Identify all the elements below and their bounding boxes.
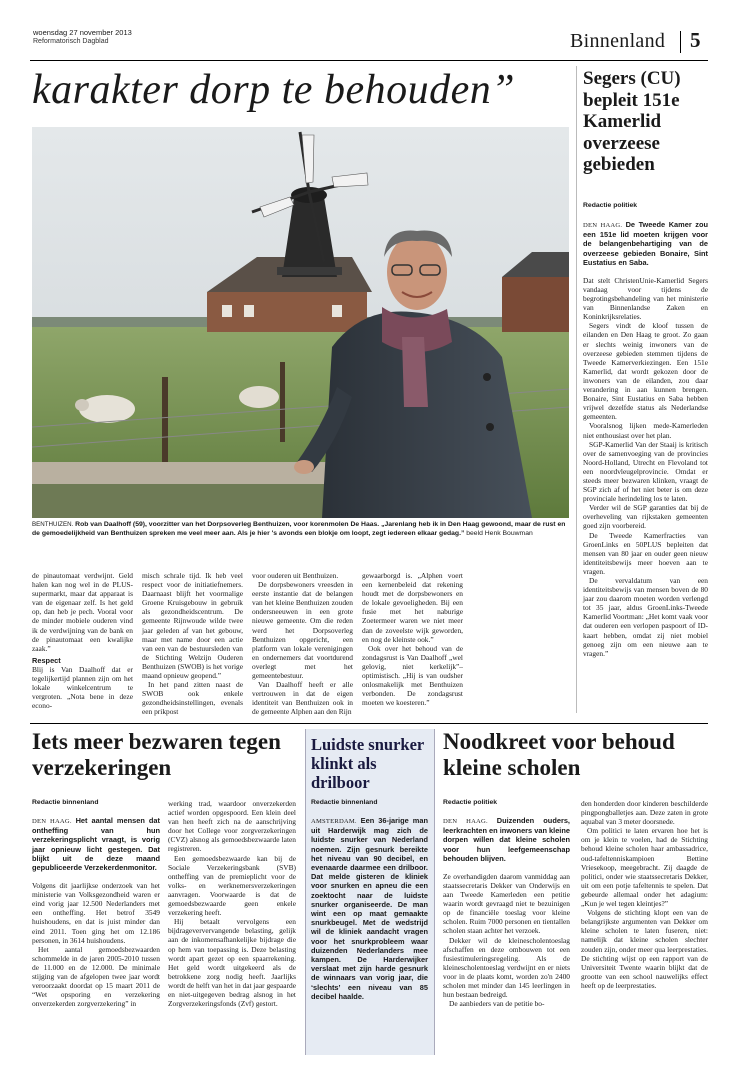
scholen-byline: Redactie politiek [443, 799, 498, 806]
paragraph: De Tweede Kamerfracties van GroenLinks en 50PLUS bepleiten dat mensen van 80 jaar en ouder geen nieuw identiteitsbewijs meer hoeven aan te vragen. [583, 530, 708, 576]
sidebar-dateline: DEN HAAG. [583, 222, 623, 229]
header-paper: Reformatorisch Dagblad [33, 38, 109, 45]
bezwaren-lead: Het aantal mensen dat ontheffing van hun verzekeringsplicht vraagt, is vorig jaar opnieuw licht gestegen. Dat blijkt uit de deze maand gepubliceerde Verzekerdenmonitor. [32, 816, 160, 872]
sidebar-lead: De Tweede Kamer zou een 151e lid moeten krijgen voor de belangenbehartiging van de overzeese gebieden Bonaire, Sint Eustatius en Saba. [583, 220, 708, 267]
paragraph: In het pand zitten naast de SWOB ook enkele gezondheidsinstellingen, evenals een prikpost [142, 680, 243, 717]
snurker-dateline: AMSTERDAM. [311, 818, 357, 825]
paragraph: Volgens dit jaarlijkse onderzoek van het ministerie van Volksgezondheid waren er eind vorig jaar 12.500 Nederlanders met een ontheffing. Het betrof 3549 huishoudens, en dat is juist minder dan eind 2011. Toen ging het om 12.186 personen, in 3614 huishoudens. [32, 881, 160, 945]
snurker-body [311, 816, 428, 1001]
scholen-col-2 [581, 799, 708, 990]
paragraph: Ook over het behoud van de zondagsrust is Van Daalhoff „wel gelovig, niet kerkelijk”– optimistisch. „Hij is van oudsher onlosmakelijk met Benthuizen verbonden. De zondagsrust moeten we koesteren.” [362, 643, 463, 708]
scholen-dateline: DEN HAAG. [443, 818, 488, 825]
header-date: woensdag 27 november 2013 [33, 28, 132, 37]
sidebar-divider [576, 66, 577, 713]
top-story-col-4 [362, 571, 463, 707]
snurker-headline: Luidste snurker klinkt als drilboor [311, 735, 424, 792]
top-story-col-3 [252, 571, 353, 717]
paragraph: Hij betaalt vervolgens een bijdrageververvangende belasting, gelijk aan de inkomensafhankelijke bijdrage die op hem van toepassing is. Deze belasting wordt apart gezet op een spaarrekening. Het geld wordt uitgekeerd als de betrokkene zorg nodig heeft. Jaarlijks wordt de helft van het in dat jaar gespaarde en niet-uitgegeven bedrag alsnog in het Zorgverzekeringsfonds (Zvf) gestort. [168, 917, 296, 1009]
scholen-headline: Noodkreet voor behoud kleine scholen [443, 729, 675, 780]
top-story-col-2 [142, 571, 243, 717]
top-story-col-1 [32, 571, 133, 710]
paragraph: Verder wil de SGP garanties dat bij de overheveling van rijkstaken gemeenten goed zijn voorbereid. [583, 503, 708, 531]
header-divider [680, 31, 681, 53]
bezwaren-col-1 [32, 816, 160, 1008]
bezwaren-headline: Iets meer bezwaren tegen verzekeringen [32, 729, 281, 780]
top-story-photo [32, 127, 569, 518]
paragraph: Dat stelt ChristenUnie-Kamerlid Segers vandaag voor tijdens de begrotingsbehandeling van het ministerie van Binnenlandse Zaken en Koninkrijksrelaties. [583, 275, 708, 322]
bezwaren-col-2 [168, 799, 296, 1008]
paragraph: voor ouderen uit Benthuizen. [252, 571, 339, 580]
paragraph: Het aantal gemoedsbezwaarden schommelde in de jaren 2005-2010 tussen de 11.000 en de 12.000. De minimale stijging van de afgelopen twee jaar wordt veroorzaakt doordat op 15 maart 2011 de “Wet opsporing en verzekering onverzekerden zorgverzekering” in [32, 944, 160, 1009]
paragraph: Ze overhandigden daarom vanmiddag aan staatssecretaris Dekker van Onderwijs en aan Tweede Kamerleden een petitie waarin wordt gevraagd niet te bezuinigen op de financiële toeslag voor kleine scholen. Ruim 7000 personen en tientallen scholen staan achter het verzoek. [443, 871, 570, 936]
paragraph: gewaarborgd is. „Alphen voert een kernenbeleid dat rekening houdt met de dorpsbewoners en de lokale gevoeligheden. Bij een fusie met het naburige Zoetermeer waren we niet meer dan de zoveelste wijk geworden, en nog de kleinste ook.” [362, 571, 463, 644]
bezwaren-byline: Redactie binnenland [32, 799, 99, 806]
scholen-lead: Duizenden ouders, leerkrachten en inwoners van kleine dorpen willen dat kleine scholen voor hun leefgemeenschap behouden blijven. [443, 816, 570, 863]
paragraph: Blij is Van Daalhoff dat er tegelijkertijd plannen zijn om het lokale winkelcentrum te vergroten. „Nota bene in deze econo- [32, 664, 133, 711]
photo-caption [32, 521, 569, 538]
paragraph: de pinautomaat verdwijnt. Geld halen kan nog wel in de PLUS-supermarkt, maar dat apparaat is van de eigenaar zelf. Is het geld op, dan heb je pech. Vooral voor de minder mobiele ouderen vind ik de verdwijning van de bank en de pinautomaat een kwalijke zaak.” [32, 571, 133, 653]
caption-credit: beeld Henk Bouwman [466, 529, 533, 537]
sidebar-headline: Segers (CU) bepleit 151e Kamerlid overzeese gebieden [583, 68, 681, 175]
caption-text: Rob van Daalhoff (59), voorzitter van het Dorpsoverleg Benthuizen, voor korenmolen De Haas. „Jarenlang heb ik in Den Haag gewoond, maar de rust en de gemoedelijkheid van Benthuizen spreken me veel meer aan. Als je hier 's avonds een blokje om loopt, zegt iedereen elkaar gedag.” [32, 521, 566, 537]
paragraph: den honderden door kinderen beschilderde pingpongballetjes aan. Deze zaten in grote aquabal van 3 meter doorsnede. [581, 799, 708, 827]
page-number: 5 [690, 28, 701, 52]
paragraph: werking trad, waardoor onverzekerden actief worden opgespoord. Een klein deel van hen heeft zich na de aanschrijving door het College voor zorgverzekeringen (CVZ) alsnog als gemoedsbezwaarde laten registreren. [168, 799, 296, 854]
paragraph: Om politici te laten ervaren hoe het is om je klein te voelen, had de Stichting behoud kleine scholen haar ambassadrice, oud-tafeltenniskampioen Bettine Vriesekoop, meegebracht. Zij daagde de politici, onder wie staatssecretaris Dekker, uit om een potje tafeltennis te spelen. Dat gebeurde allemaal onder het adagium: „Kun je wel tegen kleintjes?” [581, 826, 708, 909]
sidebar-byline: Redactie politiek [583, 202, 638, 209]
paragraph: SGP-Kamerlid Van der Staaij is kritisch over de samenvoeging van de provincies Noord-Holland, Utrecht en Flevoland tot een noordvleugelprovincie. Omdat er steeds meer bezwaren klinken, vraagt de SGP zich af of het niet beter is om deze provinciale herindeling los te laten. [583, 439, 708, 504]
paragraph: De vervaldatum van een identiteitsbewijs van mensen boven de 80 jaar zou daarom moeten worden verlengd tot 35 jaar, aldus GroenLinks-Tweede Kamerlid Voortman: „Het komt vaak voor dat ouderen een verlopen paspoort of ID-kaart hebben, omdat zij niet mobiel genoeg zijn om een nieuwe aan te vragen.” [583, 576, 708, 658]
snurker-byline: Redactie binnenland [311, 799, 378, 806]
section-rule [30, 723, 708, 724]
paragraph: Dekker wil de kleinescholentoeslag afschaffen en deze ombouwen tot een fusiestimuleringsregeling. Als de kleinescholentoeslag verdwijnt en er niets voor in de plaats komt, worden zo'n 2400 scholen met minder dan 145 leerlingen in hun bestaan bedreigd. [443, 935, 570, 1000]
caption-place: BENTHUIZEN. [32, 521, 74, 528]
header-rule [30, 60, 708, 61]
paragraph: Vooralsnog lijken mede-Kamerleden niet enthousiast over het plan. [583, 421, 708, 440]
paragraph: De aanbieders van de petitie bo- [449, 999, 545, 1009]
paragraph: misch schrale tijd. Ik heb veel respect voor de initiatiefnemers. Daarnaast blijft het voormalige Groene Kruisgebouw in gebruik als gezondheidscentrum. De gemeente Rijnwoude wilde twee jaar geleden af van het gebouw, maar met name door een actie van een van de bestuursleden van de Stichting Welzijn Ouderen Benthuizen (SWOB) is het vorige maand opnieuw geopend.” [142, 571, 243, 681]
snurker-text: Een 36-jarige man uit Harderwijk mag zich de luidste snurker van Nederland noemen. Zijn gesnurk bereikte het niveau van 90 decibel, en evenaarde daarmee een drilboor. Dat melde gisteren de kliniek voor snurken en apneu die een zoektocht naar de luidste snurker organiseerde. De man wint een op maat gemaakte snurkbeugel. Met de wedstrijd wil de kliniek aandacht vragen voor het snurkprobleem waar duizenden Nederlanders mee kampen. De Harderwijker verslaat met zijn harde gesnurk de winnaars van vorig jaar, die ‘slechts’ een niveau van 85 decibel haalde. [311, 816, 428, 1001]
paragraph: De dorpsbewoners vreesden in eerste instantie dat de belangen van het kleine Benthuizen zouden ondersneeuwen in een grote nieuwe gemeente. Om die reden werd het Dorpsoverleg Benthuizen opgericht, een platform van lokale verenigingen en ondernemers dat voortdurend overlegt met het gemeentebestuur. [252, 580, 353, 681]
paragraph: Volgens de stichting klopt een van de belangrijkste argumenten van Dekker om kleine scholen te laten fuseren, niet: namelijk dat kleine scholen slechter zouden zijn, onder meer qua leerprestaties. De stichting wijst op een rapport van de Universiteit Twente waarin blijkt dat de grootte van een school nauwelijks effect heeft op de leerprestaties. [581, 908, 708, 990]
paragraph: Van Daalhoff heeft er alle vertrouwen in dat de eigen identiteit van Benthuizen ook in de gemeente Alphen aan den Rijn [252, 680, 353, 717]
sidebar-body [583, 220, 708, 658]
paragraph: Een gemoedsbezwaarde kan bij de Sociale Verzekeringsbank (SVB) ontheffing van de premieplicht voor de volks- en werknemersverzekeringen aanvragen. Voorwaarde is dat de gemoedsbezwaarde geen enkele verzekering heeft. [168, 853, 296, 918]
bezwaren-dateline: DEN HAAG. [32, 818, 72, 825]
windmill-photo-illustration [32, 127, 569, 518]
subhead: Respect [32, 655, 61, 665]
scholen-col-1 [443, 816, 570, 1008]
top-story-headline: karakter dorp te behouden” [32, 67, 516, 113]
paragraph: Segers vindt de kloof tussen de eilanden en Den Haag te groot. Zo gaan er slechts weinig inwoners van de overzeese gebieden stemmen tijdens de Tweede Kamerverkiezingen. Een 151e Kamerlid, dat wordt gekozen door de inwoners van de eilanden, zou daar verandering in aan kunnen brengen. Bonaire, Sint Eustatius en Saba hebben vrijwel dezelfde status als Nederlandse gemeenten. [583, 321, 708, 422]
section-title: Binnenland [570, 30, 666, 52]
